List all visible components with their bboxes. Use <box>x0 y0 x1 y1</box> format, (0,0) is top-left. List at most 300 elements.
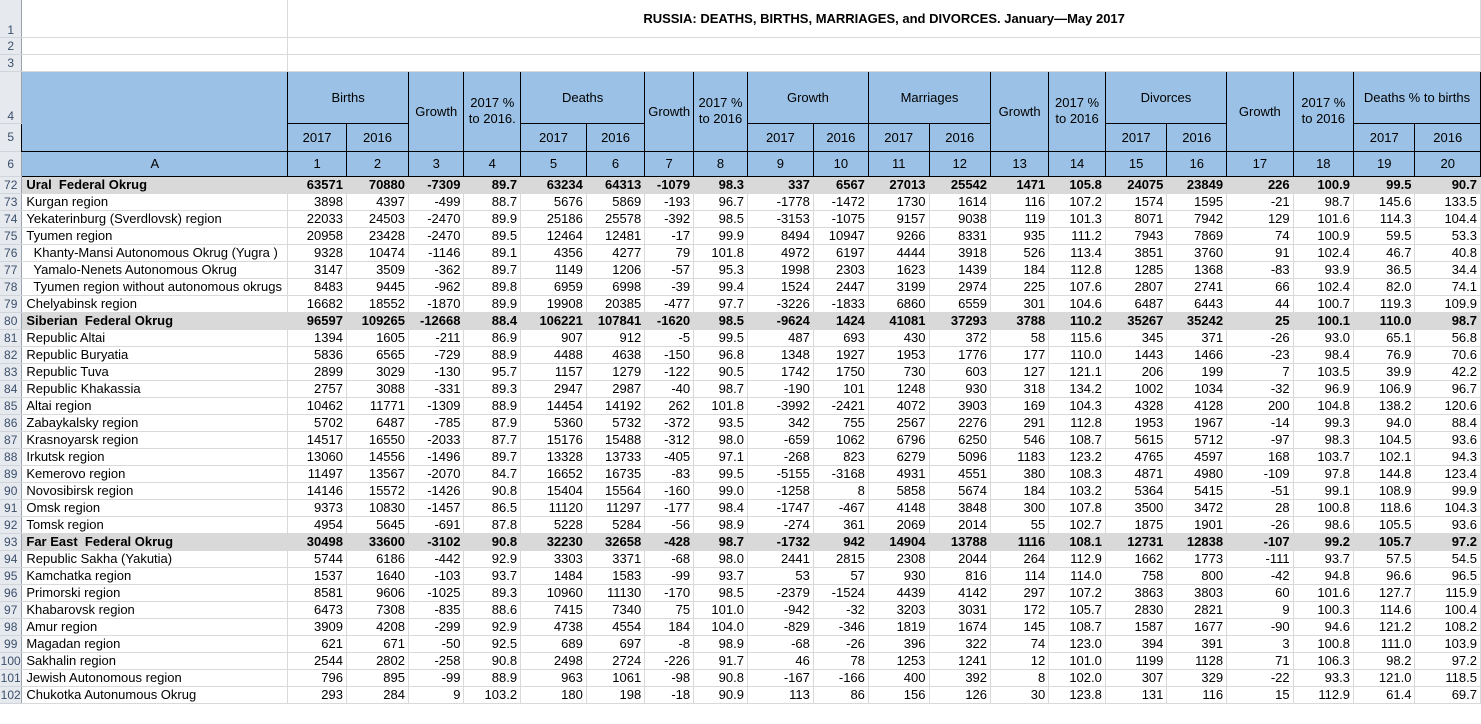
region-name-cell[interactable]: Chukotka Autonumous Okrug <box>22 686 288 703</box>
value-cell[interactable]: 127 <box>991 363 1049 380</box>
value-cell[interactable]: 912 <box>586 329 644 346</box>
value-cell[interactable]: 307 <box>1105 669 1167 686</box>
value-cell[interactable]: -1426 <box>409 482 464 499</box>
value-cell[interactable]: 6567 <box>813 176 868 193</box>
value-cell[interactable]: 1742 <box>747 363 813 380</box>
region-name-cell[interactable]: Tomsk region <box>22 516 288 533</box>
value-cell[interactable]: 107.8 <box>1049 499 1106 516</box>
value-cell[interactable]: 5744 <box>288 550 347 567</box>
value-cell[interactable]: 337 <box>747 176 813 193</box>
value-cell[interactable]: 25 <box>1227 312 1294 329</box>
value-cell[interactable]: 4871 <box>1105 465 1167 482</box>
value-cell[interactable]: -83 <box>645 465 694 482</box>
region-name-cell[interactable]: Tyumen region <box>22 227 288 244</box>
header-col-a[interactable]: A <box>22 151 288 176</box>
value-cell[interactable]: 5732 <box>586 414 644 431</box>
value-cell[interactable]: 16652 <box>521 465 587 482</box>
value-cell[interactable]: 10830 <box>346 499 408 516</box>
value-cell[interactable]: 3898 <box>288 193 347 210</box>
value-cell[interactable]: 82.0 <box>1353 278 1414 295</box>
value-cell[interactable]: 3472 <box>1167 499 1227 516</box>
value-cell[interactable]: -3992 <box>747 397 813 414</box>
value-cell[interactable]: 63571 <box>288 176 347 193</box>
value-cell[interactable]: 14192 <box>586 397 644 414</box>
column-number-cell[interactable]: 5 <box>521 151 587 176</box>
value-cell[interactable]: 64313 <box>586 176 644 193</box>
column-number-cell[interactable]: 17 <box>1227 151 1294 176</box>
value-cell[interactable]: 37293 <box>929 312 991 329</box>
value-cell[interactable]: 93.5 <box>694 414 748 431</box>
row-header[interactable]: 86 <box>0 414 22 431</box>
value-cell[interactable]: -226 <box>645 652 694 669</box>
value-cell[interactable]: 100.9 <box>1293 227 1353 244</box>
value-cell[interactable]: 24503 <box>346 210 408 227</box>
value-cell[interactable]: 2014 <box>929 516 991 533</box>
value-cell[interactable]: 98.5 <box>694 210 748 227</box>
value-cell[interactable]: 127.7 <box>1353 584 1414 601</box>
value-cell[interactable]: 99.3 <box>1293 414 1353 431</box>
value-cell[interactable]: 6473 <box>288 601 347 618</box>
value-cell[interactable]: 1776 <box>929 346 991 363</box>
value-cell[interactable]: 93.6 <box>1415 516 1481 533</box>
region-name-cell[interactable]: Irkutsk region <box>22 448 288 465</box>
value-cell[interactable]: 6959 <box>521 278 587 295</box>
column-number-cell[interactable]: 18 <box>1293 151 1353 176</box>
value-cell[interactable]: 71 <box>1227 652 1294 669</box>
value-cell[interactable]: -405 <box>645 448 694 465</box>
value-cell[interactable]: 1394 <box>288 329 347 346</box>
value-cell[interactable]: 3918 <box>929 244 991 261</box>
value-cell[interactable]: 106.9 <box>1353 380 1414 397</box>
value-cell[interactable]: 114.3 <box>1353 210 1414 227</box>
value-cell[interactable]: -97 <box>1227 431 1294 448</box>
value-cell[interactable]: 184 <box>645 618 694 635</box>
header-year[interactable]: 2017 <box>868 123 929 151</box>
value-cell[interactable]: 105.7 <box>1049 601 1106 618</box>
cell[interactable] <box>22 54 288 71</box>
value-cell[interactable]: 44 <box>1227 295 1294 312</box>
value-cell[interactable]: 5645 <box>346 516 408 533</box>
value-cell[interactable]: 134.2 <box>1049 380 1106 397</box>
value-cell[interactable]: -362 <box>409 261 464 278</box>
value-cell[interactable]: -442 <box>409 550 464 567</box>
value-cell[interactable]: 1285 <box>1105 261 1167 278</box>
value-cell[interactable]: -2070 <box>409 465 464 482</box>
value-cell[interactable]: -39 <box>645 278 694 295</box>
value-cell[interactable]: 25578 <box>586 210 644 227</box>
value-cell[interactable]: 108.2 <box>1415 618 1481 635</box>
value-cell[interactable]: 546 <box>991 431 1049 448</box>
value-cell[interactable]: 96.7 <box>1415 380 1481 397</box>
value-cell[interactable]: 963 <box>521 669 587 686</box>
value-cell[interactable]: 9 <box>1227 601 1294 618</box>
value-cell[interactable]: 24075 <box>1105 176 1167 193</box>
value-cell[interactable]: 110.2 <box>1049 312 1106 329</box>
value-cell[interactable]: 89.5 <box>464 227 521 244</box>
row-header[interactable]: 97 <box>0 601 22 618</box>
value-cell[interactable]: -268 <box>747 448 813 465</box>
value-cell[interactable]: 6998 <box>586 278 644 295</box>
value-cell[interactable]: 98.7 <box>694 380 748 397</box>
row-header[interactable]: 82 <box>0 346 22 363</box>
row-header[interactable]: 74 <box>0 210 22 227</box>
value-cell[interactable]: 112.8 <box>1049 261 1106 278</box>
value-cell[interactable]: -962 <box>409 278 464 295</box>
value-cell[interactable]: 97.8 <box>1293 465 1353 482</box>
value-cell[interactable]: 11120 <box>521 499 587 516</box>
value-cell[interactable]: 103.5 <box>1293 363 1353 380</box>
value-cell[interactable]: -729 <box>409 346 464 363</box>
row-header[interactable]: 2 <box>0 37 22 54</box>
value-cell[interactable]: 5858 <box>868 482 929 499</box>
value-cell[interactable]: 671 <box>346 635 408 652</box>
value-cell[interactable]: 3199 <box>868 278 929 295</box>
header-year[interactable]: 2016 <box>586 123 644 151</box>
value-cell[interactable]: 3 <box>1227 635 1294 652</box>
value-cell[interactable]: 33600 <box>346 533 408 550</box>
value-cell[interactable]: -1620 <box>645 312 694 329</box>
value-cell[interactable]: 100.8 <box>1293 635 1353 652</box>
value-cell[interactable]: 380 <box>991 465 1049 482</box>
value-cell[interactable]: 14454 <box>521 397 587 414</box>
value-cell[interactable]: 5674 <box>929 482 991 499</box>
value-cell[interactable]: 93.7 <box>1293 550 1353 567</box>
value-cell[interactable]: 5615 <box>1105 431 1167 448</box>
value-cell[interactable]: 1061 <box>586 669 644 686</box>
header-growth[interactable]: Growth <box>991 71 1049 151</box>
value-cell[interactable]: -68 <box>747 635 813 652</box>
value-cell[interactable]: 99.5 <box>1353 176 1414 193</box>
value-cell[interactable]: 342 <box>747 414 813 431</box>
value-cell[interactable]: 262 <box>645 397 694 414</box>
value-cell[interactable]: 112.8 <box>1049 414 1106 431</box>
row-header[interactable]: 89 <box>0 465 22 482</box>
value-cell[interactable]: 97.2 <box>1415 533 1481 550</box>
value-cell[interactable]: 94.3 <box>1415 448 1481 465</box>
value-cell[interactable]: 118.6 <box>1353 499 1414 516</box>
value-cell[interactable]: 145 <box>991 618 1049 635</box>
row-header[interactable]: 92 <box>0 516 22 533</box>
value-cell[interactable]: 94.6 <box>1293 618 1353 635</box>
value-cell[interactable]: 2821 <box>1167 601 1227 618</box>
region-name-cell[interactable]: Primorski region <box>22 584 288 601</box>
value-cell[interactable]: 25542 <box>929 176 991 193</box>
value-cell[interactable]: 108.1 <box>1049 533 1106 550</box>
value-cell[interactable]: 1819 <box>868 618 929 635</box>
value-cell[interactable]: 32230 <box>521 533 587 550</box>
value-cell[interactable]: 284 <box>346 686 408 703</box>
value-cell[interactable]: 98.7 <box>1293 193 1353 210</box>
value-cell[interactable]: 113.4 <box>1049 244 1106 261</box>
column-number-cell[interactable]: 2 <box>346 151 408 176</box>
value-cell[interactable]: 12 <box>991 652 1049 669</box>
region-name-cell[interactable]: Omsk region <box>22 499 288 516</box>
row-header[interactable]: 95 <box>0 567 22 584</box>
column-number-cell[interactable]: 8 <box>694 151 748 176</box>
value-cell[interactable]: -22 <box>1227 669 1294 686</box>
value-cell[interactable]: 101.0 <box>1049 652 1106 669</box>
value-cell[interactable]: 39.9 <box>1353 363 1414 380</box>
value-cell[interactable]: 5096 <box>929 448 991 465</box>
value-cell[interactable]: 396 <box>868 635 929 652</box>
value-cell[interactable]: 293 <box>288 686 347 703</box>
value-cell[interactable]: 89.7 <box>464 448 521 465</box>
value-cell[interactable]: -258 <box>409 652 464 669</box>
value-cell[interactable]: 4142 <box>929 584 991 601</box>
header-pct[interactable]: 2017 % to 2016 <box>694 71 748 151</box>
value-cell[interactable]: 101.3 <box>1049 210 1106 227</box>
region-name-cell[interactable]: Republic Altai <box>22 329 288 346</box>
cell[interactable] <box>22 37 288 54</box>
row-header[interactable]: 101 <box>0 670 21 685</box>
value-cell[interactable]: 18552 <box>346 295 408 312</box>
row-header[interactable]: 80 <box>0 312 22 329</box>
value-cell[interactable]: 1953 <box>868 346 929 363</box>
value-cell[interactable]: 133.5 <box>1415 193 1481 210</box>
value-cell[interactable]: -1258 <box>747 482 813 499</box>
value-cell[interactable]: 1574 <box>1105 193 1167 210</box>
value-cell[interactable]: -99 <box>409 669 464 686</box>
value-cell[interactable]: 9328 <box>288 244 347 261</box>
value-cell[interactable]: 119 <box>991 210 1049 227</box>
value-cell[interactable]: 394 <box>1105 635 1167 652</box>
column-number-cell[interactable]: 13 <box>991 151 1049 176</box>
value-cell[interactable]: 13060 <box>288 448 347 465</box>
column-number-cell[interactable]: 14 <box>1049 151 1106 176</box>
value-cell[interactable]: 697 <box>586 635 644 652</box>
value-cell[interactable]: 7943 <box>1105 227 1167 244</box>
value-cell[interactable]: 20385 <box>586 295 644 312</box>
value-cell[interactable]: 1206 <box>586 261 644 278</box>
row-header[interactable]: 90 <box>0 482 22 499</box>
value-cell[interactable]: -50 <box>409 635 464 652</box>
header-growth[interactable]: Growth <box>645 71 694 151</box>
value-cell[interactable]: 1183 <box>991 448 1049 465</box>
value-cell[interactable]: 16550 <box>346 431 408 448</box>
header-year[interactable]: 2017 <box>747 123 813 151</box>
value-cell[interactable]: 16682 <box>288 295 347 312</box>
value-cell[interactable]: 15176 <box>521 431 587 448</box>
region-name-cell[interactable]: Republic Khakassia <box>22 380 288 397</box>
value-cell[interactable]: 98.4 <box>1293 346 1353 363</box>
value-cell[interactable]: 1587 <box>1105 618 1167 635</box>
value-cell[interactable]: -2033 <box>409 431 464 448</box>
value-cell[interactable]: 2724 <box>586 652 644 669</box>
value-cell[interactable]: -1075 <box>813 210 868 227</box>
region-name-cell[interactable]: Yekaterinburg (Sverdlovsk) region <box>22 210 288 227</box>
header-growth[interactable]: Growth <box>409 71 464 151</box>
value-cell[interactable]: 15 <box>1227 686 1294 703</box>
value-cell[interactable]: 372 <box>929 329 991 346</box>
value-cell[interactable]: 12481 <box>586 227 644 244</box>
value-cell[interactable]: -190 <box>747 380 813 397</box>
row-header[interactable]: 94 <box>0 550 22 567</box>
value-cell[interactable]: 89.1 <box>464 244 521 261</box>
value-cell[interactable]: 115.6 <box>1049 329 1106 346</box>
value-cell[interactable]: 74.1 <box>1415 278 1481 295</box>
value-cell[interactable]: 2308 <box>868 550 929 567</box>
value-cell[interactable]: 400 <box>868 669 929 686</box>
value-cell[interactable]: 2441 <box>747 550 813 567</box>
value-cell[interactable]: -23 <box>1227 346 1294 363</box>
value-cell[interactable]: 1116 <box>991 533 1049 550</box>
column-number-cell[interactable]: 16 <box>1167 151 1227 176</box>
value-cell[interactable]: 2447 <box>813 278 868 295</box>
value-cell[interactable]: 4072 <box>868 397 929 414</box>
value-cell[interactable]: -5155 <box>747 465 813 482</box>
region-name-cell[interactable]: Zabaykalsky region <box>22 414 288 431</box>
value-cell[interactable]: 1443 <box>1105 346 1167 363</box>
value-cell[interactable]: 98.3 <box>1293 431 1353 448</box>
value-cell[interactable]: -103 <box>409 567 464 584</box>
value-cell[interactable]: 90.5 <box>694 363 748 380</box>
value-cell[interactable]: 3851 <box>1105 244 1167 261</box>
value-cell[interactable]: 4638 <box>586 346 644 363</box>
value-cell[interactable]: 99.0 <box>694 482 748 499</box>
value-cell[interactable]: 1128 <box>1167 652 1227 669</box>
row-header[interactable]: 6 <box>0 151 22 176</box>
value-cell[interactable]: 226 <box>1227 176 1294 193</box>
value-cell[interactable]: 103.2 <box>464 686 521 703</box>
value-cell[interactable]: 14146 <box>288 482 347 499</box>
value-cell[interactable]: 98.5 <box>694 584 748 601</box>
value-cell[interactable]: 225 <box>991 278 1049 295</box>
header-year[interactable]: 2016 <box>1415 123 1481 151</box>
value-cell[interactable]: 3500 <box>1105 499 1167 516</box>
value-cell[interactable]: 1595 <box>1167 193 1227 210</box>
value-cell[interactable]: 10947 <box>813 227 868 244</box>
value-cell[interactable]: 3203 <box>868 601 929 618</box>
value-cell[interactable]: 92.5 <box>464 635 521 652</box>
value-cell[interactable]: 74 <box>1227 227 1294 244</box>
value-cell[interactable]: 101 <box>813 380 868 397</box>
header-year[interactable]: 2016 <box>929 123 991 151</box>
value-cell[interactable]: 2044 <box>929 550 991 567</box>
value-cell[interactable]: -166 <box>813 669 868 686</box>
value-cell[interactable]: 104.5 <box>1353 431 1414 448</box>
value-cell[interactable]: 2974 <box>929 278 991 295</box>
value-cell[interactable]: 98.9 <box>694 516 748 533</box>
value-cell[interactable]: 487 <box>747 329 813 346</box>
value-cell[interactable]: 11497 <box>288 465 347 482</box>
row-header[interactable]: 85 <box>0 397 22 414</box>
value-cell[interactable]: 95.7 <box>464 363 521 380</box>
value-cell[interactable]: 177 <box>991 346 1049 363</box>
value-cell[interactable]: 184 <box>991 482 1049 499</box>
value-cell[interactable]: 6487 <box>1105 295 1167 312</box>
region-name-cell[interactable]: Republic Sakha (Yakutia) <box>22 550 288 567</box>
value-cell[interactable]: 100.1 <box>1293 312 1353 329</box>
value-cell[interactable]: 99.1 <box>1293 482 1353 499</box>
value-cell[interactable]: 98.0 <box>694 431 748 448</box>
value-cell[interactable]: 2830 <box>1105 601 1167 618</box>
value-cell[interactable]: 100.3 <box>1293 601 1353 618</box>
value-cell[interactable]: -99 <box>645 567 694 584</box>
value-cell[interactable]: 1253 <box>868 652 929 669</box>
value-cell[interactable]: 9157 <box>868 210 929 227</box>
value-cell[interactable]: -211 <box>409 329 464 346</box>
value-cell[interactable]: 34.4 <box>1415 261 1481 278</box>
value-cell[interactable]: 70880 <box>346 176 408 193</box>
value-cell[interactable]: 144.8 <box>1353 465 1414 482</box>
value-cell[interactable]: -2470 <box>409 227 464 244</box>
row-header[interactable]: 96 <box>0 584 22 601</box>
value-cell[interactable]: 138.2 <box>1353 397 1414 414</box>
value-cell[interactable]: -3168 <box>813 465 868 482</box>
value-cell[interactable]: 823 <box>813 448 868 465</box>
value-cell[interactable]: 5836 <box>288 346 347 363</box>
region-name-cell[interactable]: Sakhalin region <box>22 652 288 669</box>
value-cell[interactable]: 6250 <box>929 431 991 448</box>
value-cell[interactable]: 95.3 <box>694 261 748 278</box>
value-cell[interactable]: 800 <box>1167 567 1227 584</box>
value-cell[interactable]: 1149 <box>521 261 587 278</box>
value-cell[interactable]: 4444 <box>868 244 929 261</box>
value-cell[interactable]: 105.5 <box>1353 516 1414 533</box>
value-cell[interactable]: -1146 <box>409 244 464 261</box>
value-cell[interactable]: 1157 <box>521 363 587 380</box>
value-cell[interactable]: 86.9 <box>464 329 521 346</box>
value-cell[interactable]: -42 <box>1227 567 1294 584</box>
cell[interactable] <box>288 37 1481 54</box>
value-cell[interactable]: 907 <box>521 329 587 346</box>
value-cell[interactable]: 23849 <box>1167 176 1227 193</box>
value-cell[interactable]: 14556 <box>346 448 408 465</box>
value-cell[interactable]: 1730 <box>868 193 929 210</box>
value-cell[interactable]: 1967 <box>1167 414 1227 431</box>
row-header[interactable]: 83 <box>0 363 22 380</box>
value-cell[interactable]: 96.9 <box>1293 380 1353 397</box>
value-cell[interactable]: 89.7 <box>464 176 521 193</box>
value-cell[interactable]: 98.0 <box>694 550 748 567</box>
value-cell[interactable]: 1614 <box>929 193 991 210</box>
value-cell[interactable]: 118.5 <box>1415 669 1481 686</box>
value-cell[interactable]: 63234 <box>521 176 587 193</box>
value-cell[interactable]: 91 <box>1227 244 1294 261</box>
value-cell[interactable]: 107.2 <box>1049 193 1106 210</box>
sheet-title[interactable]: RUSSIA: DEATHS, BIRTHS, MARRIAGES, and DIVORCES. January—May 2017 <box>288 0 1481 37</box>
value-cell[interactable]: 89.9 <box>464 210 521 227</box>
value-cell[interactable]: 206 <box>1105 363 1167 380</box>
value-cell[interactable]: 3803 <box>1167 584 1227 601</box>
value-cell[interactable]: 184 <box>991 261 1049 278</box>
value-cell[interactable]: 2544 <box>288 652 347 669</box>
value-cell[interactable]: -107 <box>1227 533 1294 550</box>
value-cell[interactable]: -83 <box>1227 261 1294 278</box>
value-cell[interactable]: 93.7 <box>464 567 521 584</box>
region-name-cell[interactable]: Republic Buryatia <box>22 346 288 363</box>
value-cell[interactable]: 100.9 <box>1293 176 1353 193</box>
value-cell[interactable]: 112.9 <box>1293 686 1353 703</box>
value-cell[interactable]: 1901 <box>1167 516 1227 533</box>
value-cell[interactable]: 603 <box>929 363 991 380</box>
value-cell[interactable]: 108.9 <box>1353 482 1414 499</box>
value-cell[interactable]: 101.8 <box>694 397 748 414</box>
value-cell[interactable]: 114 <box>991 567 1049 584</box>
value-cell[interactable]: 4954 <box>288 516 347 533</box>
value-cell[interactable]: 755 <box>813 414 868 431</box>
value-cell[interactable]: -51 <box>1227 482 1294 499</box>
value-cell[interactable]: 19908 <box>521 295 587 312</box>
value-cell[interactable]: 9266 <box>868 227 929 244</box>
value-cell[interactable]: -691 <box>409 516 464 533</box>
value-cell[interactable]: 2807 <box>1105 278 1167 295</box>
value-cell[interactable]: 55 <box>991 516 1049 533</box>
value-cell[interactable]: 2567 <box>868 414 929 431</box>
row-header[interactable]: 87 <box>0 431 22 448</box>
value-cell[interactable]: 35267 <box>1105 312 1167 329</box>
value-cell[interactable]: -5 <box>645 329 694 346</box>
